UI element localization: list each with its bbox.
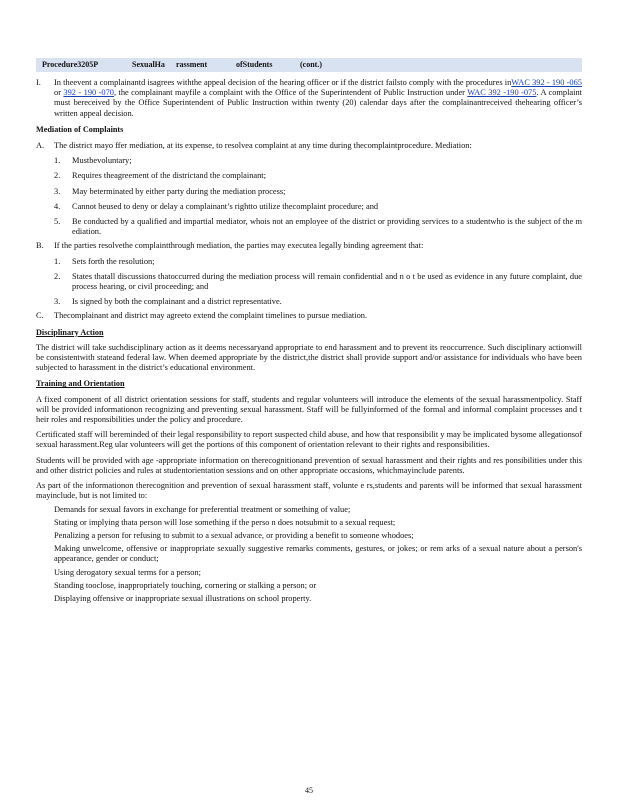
header-continued: (cont.) [300, 60, 322, 69]
mediation-b-item-3 [36, 297, 582, 307]
harassment-example-item [36, 518, 582, 528]
item-i-text-c: , the complainant mayfile a complaint with the Office of the Superintendent of Public Instruction under [113, 88, 468, 98]
mediation-a-item-marker: 2. [54, 171, 61, 181]
training-paragraph-2: Certificated staff will bereminded of their legal responsibility to report suspected child abuse, and how that responsibilit y may be implicated bysome allegationsof sexual harassment.Reg ular volunteers will get the portions of this component of orientation relevant to their rights and responsibilities. [36, 430, 582, 450]
mediation-a-item-4 [36, 202, 582, 212]
harassment-example-text: Making unwelcome, offensive or inappropriate sexually suggestive remarks comments, gestures, or jokes; or rem arks of a sexual nature about a person's appearance, gender or conduct; [54, 544, 582, 564]
harassment-example-text: Demands for sexual favors in exchange for preferential treatment or something of value; [54, 504, 351, 514]
mediation-a-item-marker: 3. [54, 186, 61, 196]
harassment-example-item [36, 594, 582, 604]
page-number: 45 [305, 786, 313, 795]
disciplinary-heading: Disciplinary Action [36, 327, 104, 337]
mediation-a-item-text: Cannot beused to deny or delay a complainant’s rightto utilize thecomplaint procedure; and [72, 201, 379, 211]
mediation-b-item-marker: 3. [54, 297, 61, 307]
procedure-number: Procedure3205P [42, 60, 99, 69]
mediation-a-item-text: May beterminated by either party during the mediation process; [72, 186, 286, 196]
item-a-marker: A. [36, 141, 45, 151]
harassment-example-text: Using derogatory sexual terms for a person; [54, 567, 201, 577]
header-title-part-3: ofStudents [236, 60, 273, 69]
mediation-a-item-marker: 5. [54, 217, 61, 227]
item-i-marker: I. [36, 78, 41, 87]
item-c-text: Thecomplainant and district may agreeto extend the complaint timelines to pursue mediation. [54, 311, 368, 321]
training-paragraph-1: A fixed component of all district orientation sessions for staff, students and regular volunteers will introduce the elements of the sexual harassmentpolicy. Staff will be provided informationon recognizing and preventing sexual harassment. Staff will be fullyinformed of the formal and informal complaint processes and t heir roles and responsibilities under the policy and procedure. [36, 394, 582, 425]
mediation-item-b [36, 241, 582, 251]
mediation-b-item-1 [36, 257, 582, 267]
mediation-a-item-text: Mustbevoluntary; [72, 156, 132, 166]
harassment-example-item [36, 568, 582, 578]
harassment-example-text: Displaying offensive or inappropriate sexual illustrations on school property. [54, 593, 312, 603]
harassment-example-text: Penalizing a person for refusing to submit to a sexual advance, or providing a benefit to someone whodoes; [54, 530, 414, 540]
disciplinary-text: The district will take suchdisciplinary action as it deems necessaryand appropriate to end harassment and to prevent its reoccurrence. Such disciplinary actionwill be consistentwith stateand federal law. When deemed appropriate by the district,the district shall provide support and/or assistance for individuals who have been subjected to harassment in the district’s educational environment. [36, 342, 582, 373]
item-b-marker: B. [36, 241, 44, 251]
training-paragraph-4: As part of the informationon therecognition and prevention of sexual harassment staff, volunte e rs,students and parents will be informed that sexual harassment mayinclude, but is not limited to: [36, 481, 582, 501]
mediation-heading: Mediation of Complaints [36, 124, 124, 134]
mediation-item-c [36, 311, 582, 321]
mediation-a-item-marker: 4. [54, 201, 61, 211]
harassment-example-item [36, 544, 582, 564]
item-b-text: If the parties resolvethe complaintthrough mediation, the parties may executea legally binding agreement that: [54, 241, 424, 251]
harassment-examples-list [36, 505, 582, 605]
mediation-a-item-1 [36, 156, 582, 166]
mediation-a-item-text: Be conducted by a qualified and impartial mediator, whois not an employee of the district or providing services to a studentwho is the subject of the m ediation. [72, 217, 582, 237]
wac-link-075[interactable]: WAC 392 -190 -075 [467, 88, 537, 98]
item-c-marker: C. [36, 311, 44, 321]
harassment-example-item [36, 531, 582, 541]
harassment-example-item [36, 505, 582, 515]
mediation-b-item-text: Sets forth the resolution; [72, 256, 155, 266]
item-i-text-a: In theevent a complainantd isagrees withthe appeal decision of the hearing officer or if the district failsto comply with the procedures in [54, 78, 512, 87]
mediation-a-item-2 [36, 171, 582, 181]
mediation-a-item-3 [36, 187, 582, 197]
header-title-part-1: SexualHa [132, 60, 165, 69]
harassment-example-item [36, 581, 582, 591]
mediation-a-list [36, 156, 582, 237]
mediation-a-item-marker: 1. [54, 156, 61, 166]
item-i-text-d: . A complaint must bereceived by the Office Superintendent of Public Instruction within twenty (20) calendar days after the complainantreceived thehearing officer’s written appeal decision. [54, 88, 582, 118]
mediation-b-item-marker: 2. [54, 271, 61, 281]
mediation-b-item-marker: 1. [54, 256, 61, 266]
wac-link-070[interactable]: 392 - 190 -070 [63, 88, 114, 98]
mediation-item-a [36, 141, 582, 151]
wac-link-065[interactable]: WAC 392 - 190 -065 [511, 78, 582, 87]
training-heading: Training and Orientation [36, 379, 125, 389]
item-i-text-b: or [54, 88, 64, 98]
mediation-b-item-text: States thatall discussions thatoccurred during the mediation process will remain confidential and n o t be used as evidence in any future complaint, due process hearing, or civil proceeding; and [72, 271, 582, 292]
item-i [36, 78, 582, 119]
item-a-text: The district mayo ffer mediation, at its expense, to resolvea complaint at any time during thecomplaintprocedure. Mediation: [54, 141, 472, 151]
harassment-example-text: Stating or implying thata person will lose something if the perso n does notsubmit to a sexual request; [54, 517, 396, 527]
harassment-example-text: Standing tooclose, inappropriately touching, cornering or stalking a person; or [54, 580, 317, 590]
mediation-b-item-2 [36, 272, 582, 292]
header-title-part-2: rassment [176, 60, 208, 69]
training-paragraph-3: Students will be provided with age -appropriate information on therecognitionand prevention of sexual harassment and their rights and res ponsibilities under this and other district policies and rules at studentorientation sessions and on other appropriate occasions, whichmayinclude parents. [36, 455, 582, 475]
document-body [36, 78, 582, 604]
mediation-b-list [36, 257, 582, 308]
procedure-header-bar [36, 58, 582, 72]
mediation-a-item-text: Requires theagreement of the districtand the complainant; [72, 171, 266, 181]
mediation-a-item-5 [36, 217, 582, 237]
mediation-b-item-text: Is signed by both the complainant and a district representative. [72, 297, 282, 307]
